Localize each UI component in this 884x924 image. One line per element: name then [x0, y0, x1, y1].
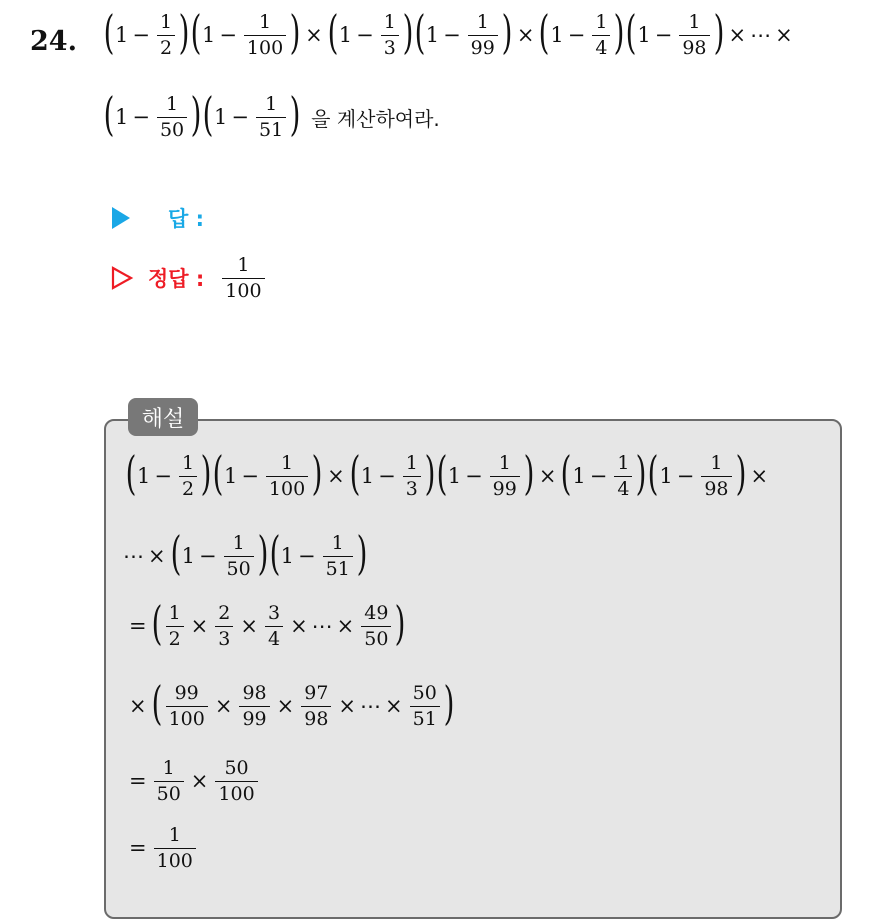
correct-answer-label: 정답 :	[148, 267, 205, 292]
solution-line-4: × ( $\frac{99}{100}$ × $\frac{98}{99}$ × $\frac{97}{98}$ × ⋯ × $\frac{50}{51}$ )	[129, 676, 455, 731]
solution-line-3: = ( $\frac{1}{2}$ × $\frac{2}{3}$ × $\frac{3}{4}$ × ⋯ × $\frac{49}{50}$ )	[129, 596, 406, 651]
solution-line-5: = $\frac{1}{50}$ × $\frac{50}{100}$	[125, 758, 261, 805]
correct-answer-row	[110, 255, 268, 302]
solution-line-2: ⋯ × ( 1 − $\frac{1}{50}$ ) ( 1 − $\frac{1}{51}$ )	[123, 526, 368, 581]
question-number: 24.	[30, 26, 77, 57]
question-suffix: 을 계산하여라.	[311, 106, 440, 131]
solution-tag: 해설	[128, 398, 198, 436]
play-filled-icon	[112, 207, 130, 229]
solution-line-1: ( 1 − $\frac{1}{2}$ ) ( 1 − $\frac{1}{100}$ ) × ( 1 − $\frac{1}{3}$ ) ( 1 − $\frac{1}{99}$ ) × ( 1 − $\frac{1}{4}$ ) ( 1 − $\frac{1}{98}$ ) ×	[125, 446, 769, 501]
answer-row	[112, 203, 204, 233]
answer-label: 답 :	[168, 207, 204, 231]
play-outline-icon	[110, 266, 134, 290]
question-line-1: ( 1 − $\frac{1}{2}$ ) ( 1 − $\frac{1}{100}$ ) × ( 1 − $\frac{1}{3}$ ) ( 1 − $\frac{1}{99}$ ) × ( 1 − $\frac{1}{4}$ ) ( 1 − $\frac{1}{98}$ ) × ⋯ ×	[103, 5, 793, 60]
solution-line-6: = $\frac{1}{100}$	[125, 825, 199, 872]
question-line-2: ( 1 − $\frac{1}{50}$ ) ( 1 − $\frac{1}{51}$ ) 을 계산하여라.	[103, 87, 440, 142]
correct-answer-value: $\frac{1}{100}$	[222, 255, 264, 302]
